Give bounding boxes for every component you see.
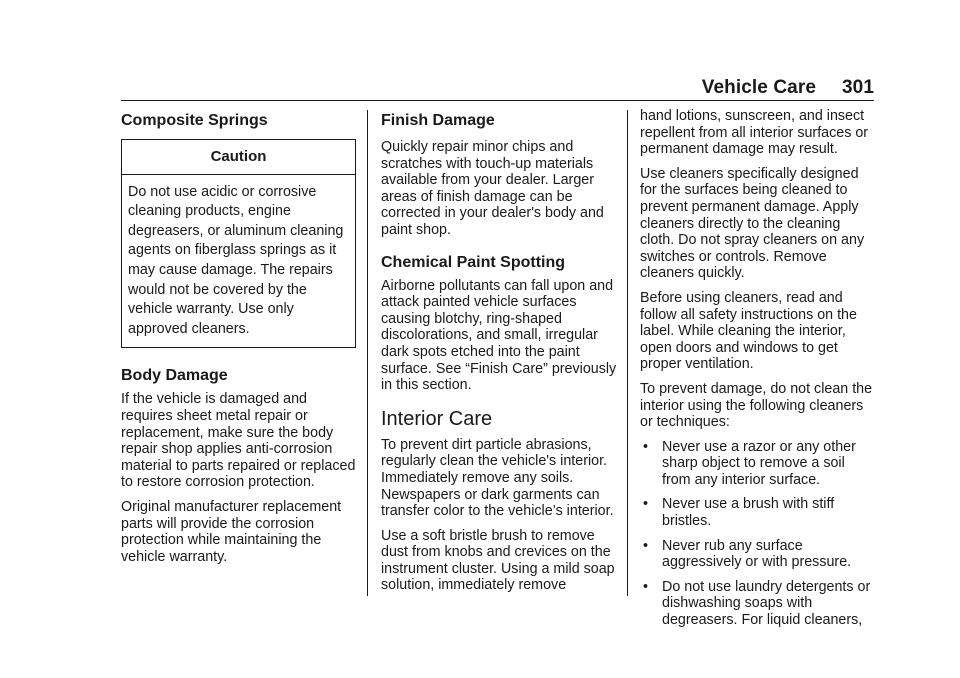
header-rule [121,100,874,101]
list-item-text: Do not use laundry detergents or dishwashing soaps with degreasers. For liquid cleaners, [662,578,871,629]
interior-care-heading: Interior Care [381,407,493,430]
caution-box [121,139,356,348]
composite-springs-heading: Composite Springs [121,112,268,129]
chemical-paint-spotting-paragraph: Airborne pollutants can fall upon and attack painted vehicle surfaces causing blotchy, ring-shaped discolorations, and small, irregular dark spots etched into the paint surface. See “Finish Care” previously in this section. [381,277,617,394]
list-item-text: Never use a brush with stiff bristles. [662,496,835,530]
body-damage-heading: Body Damage [121,367,228,385]
column-3 [640,108,876,637]
column-1 [121,108,356,573]
column-3-paragraph-2: Use cleaners specifically designed for the surfaces being cleaned to prevent permanent damage. Apply cleaners directly to the cleaning cloth. Do not spray cleaners on any switches or controls. Remove cleaners quickly. [640,165,865,282]
body-damage-paragraph-2: Original manufacturer replacement parts will provide the corrosion protection while maintaining the vehicle warranty. [121,498,342,565]
column-3-paragraph-3: Before using cleaners, read and follow all safety instructions on the label. While cleaning the interior, open doors and windows to get proper ventilation. [640,289,857,373]
bullet-marker: • [643,496,649,513]
caution-title: Caution [122,140,355,175]
column-2 [381,108,617,602]
interior-care-paragraph-1: To prevent dirt particle abrasions, regularly clean the vehicle's interior. Immediately remove any soils. Newspapers or dark garments can transfer color to the vehicle’s interior. [381,436,614,520]
list-item [640,579,876,629]
cleaning-warnings-list [640,439,876,629]
finish-damage-heading: Finish Damage [381,112,495,129]
column-3-paragraph-1: hand lotions, sunscreen, and insect repellent from all interior surfaces or permanent damage may result. [640,108,869,158]
finish-damage-paragraph: Quickly repair minor chips and scratches with touch-up materials available from your dealer. Larger areas of finish damage can be corrected in your dealer's body and paint shop. [381,139,604,238]
bullet-marker: • [643,578,649,595]
bullet-marker: • [643,438,649,455]
caution-text: Do not use acidic or corrosive cleaning products, engine degreasers, or aluminum cleaning agents on fiberglass springs as it may cause damage. The repairs would not be covered by the vehicle warranty. Use only approved cleaners. [128,183,344,337]
column-divider-2 [627,110,628,596]
page-number: 301 [841,77,874,98]
chemical-paint-spotting-heading: Chemical Paint Spotting [381,253,566,271]
page-header [121,75,874,99]
body-damage-paragraph-1: If the vehicle is damaged and requires sheet metal repair or replacement, make sure the body repair shop applies anti-corrosion material to parts repaired or replaced to restore corrosion protection. [121,391,356,491]
column-3-paragraph-4: To prevent damage, do not clean the interior using the following cleaners or techniques: [640,380,873,431]
list-item [640,538,876,571]
list-item [640,496,876,529]
column-divider-1 [367,110,368,596]
list-item [640,439,876,489]
bullet-marker: • [643,537,649,554]
list-item-text: Never rub any surface aggressively or with pressure. [662,537,852,571]
list-item-text: Never use a razor or any other sharp object to remove a soil from any interior surface. [662,438,856,488]
interior-care-paragraph-2: Use a soft bristle brush to remove dust from knobs and crevices on the instrument cluster. Using a mild soap solution, immediately remove [381,527,615,594]
section-title: Vehicle Care [701,77,816,98]
